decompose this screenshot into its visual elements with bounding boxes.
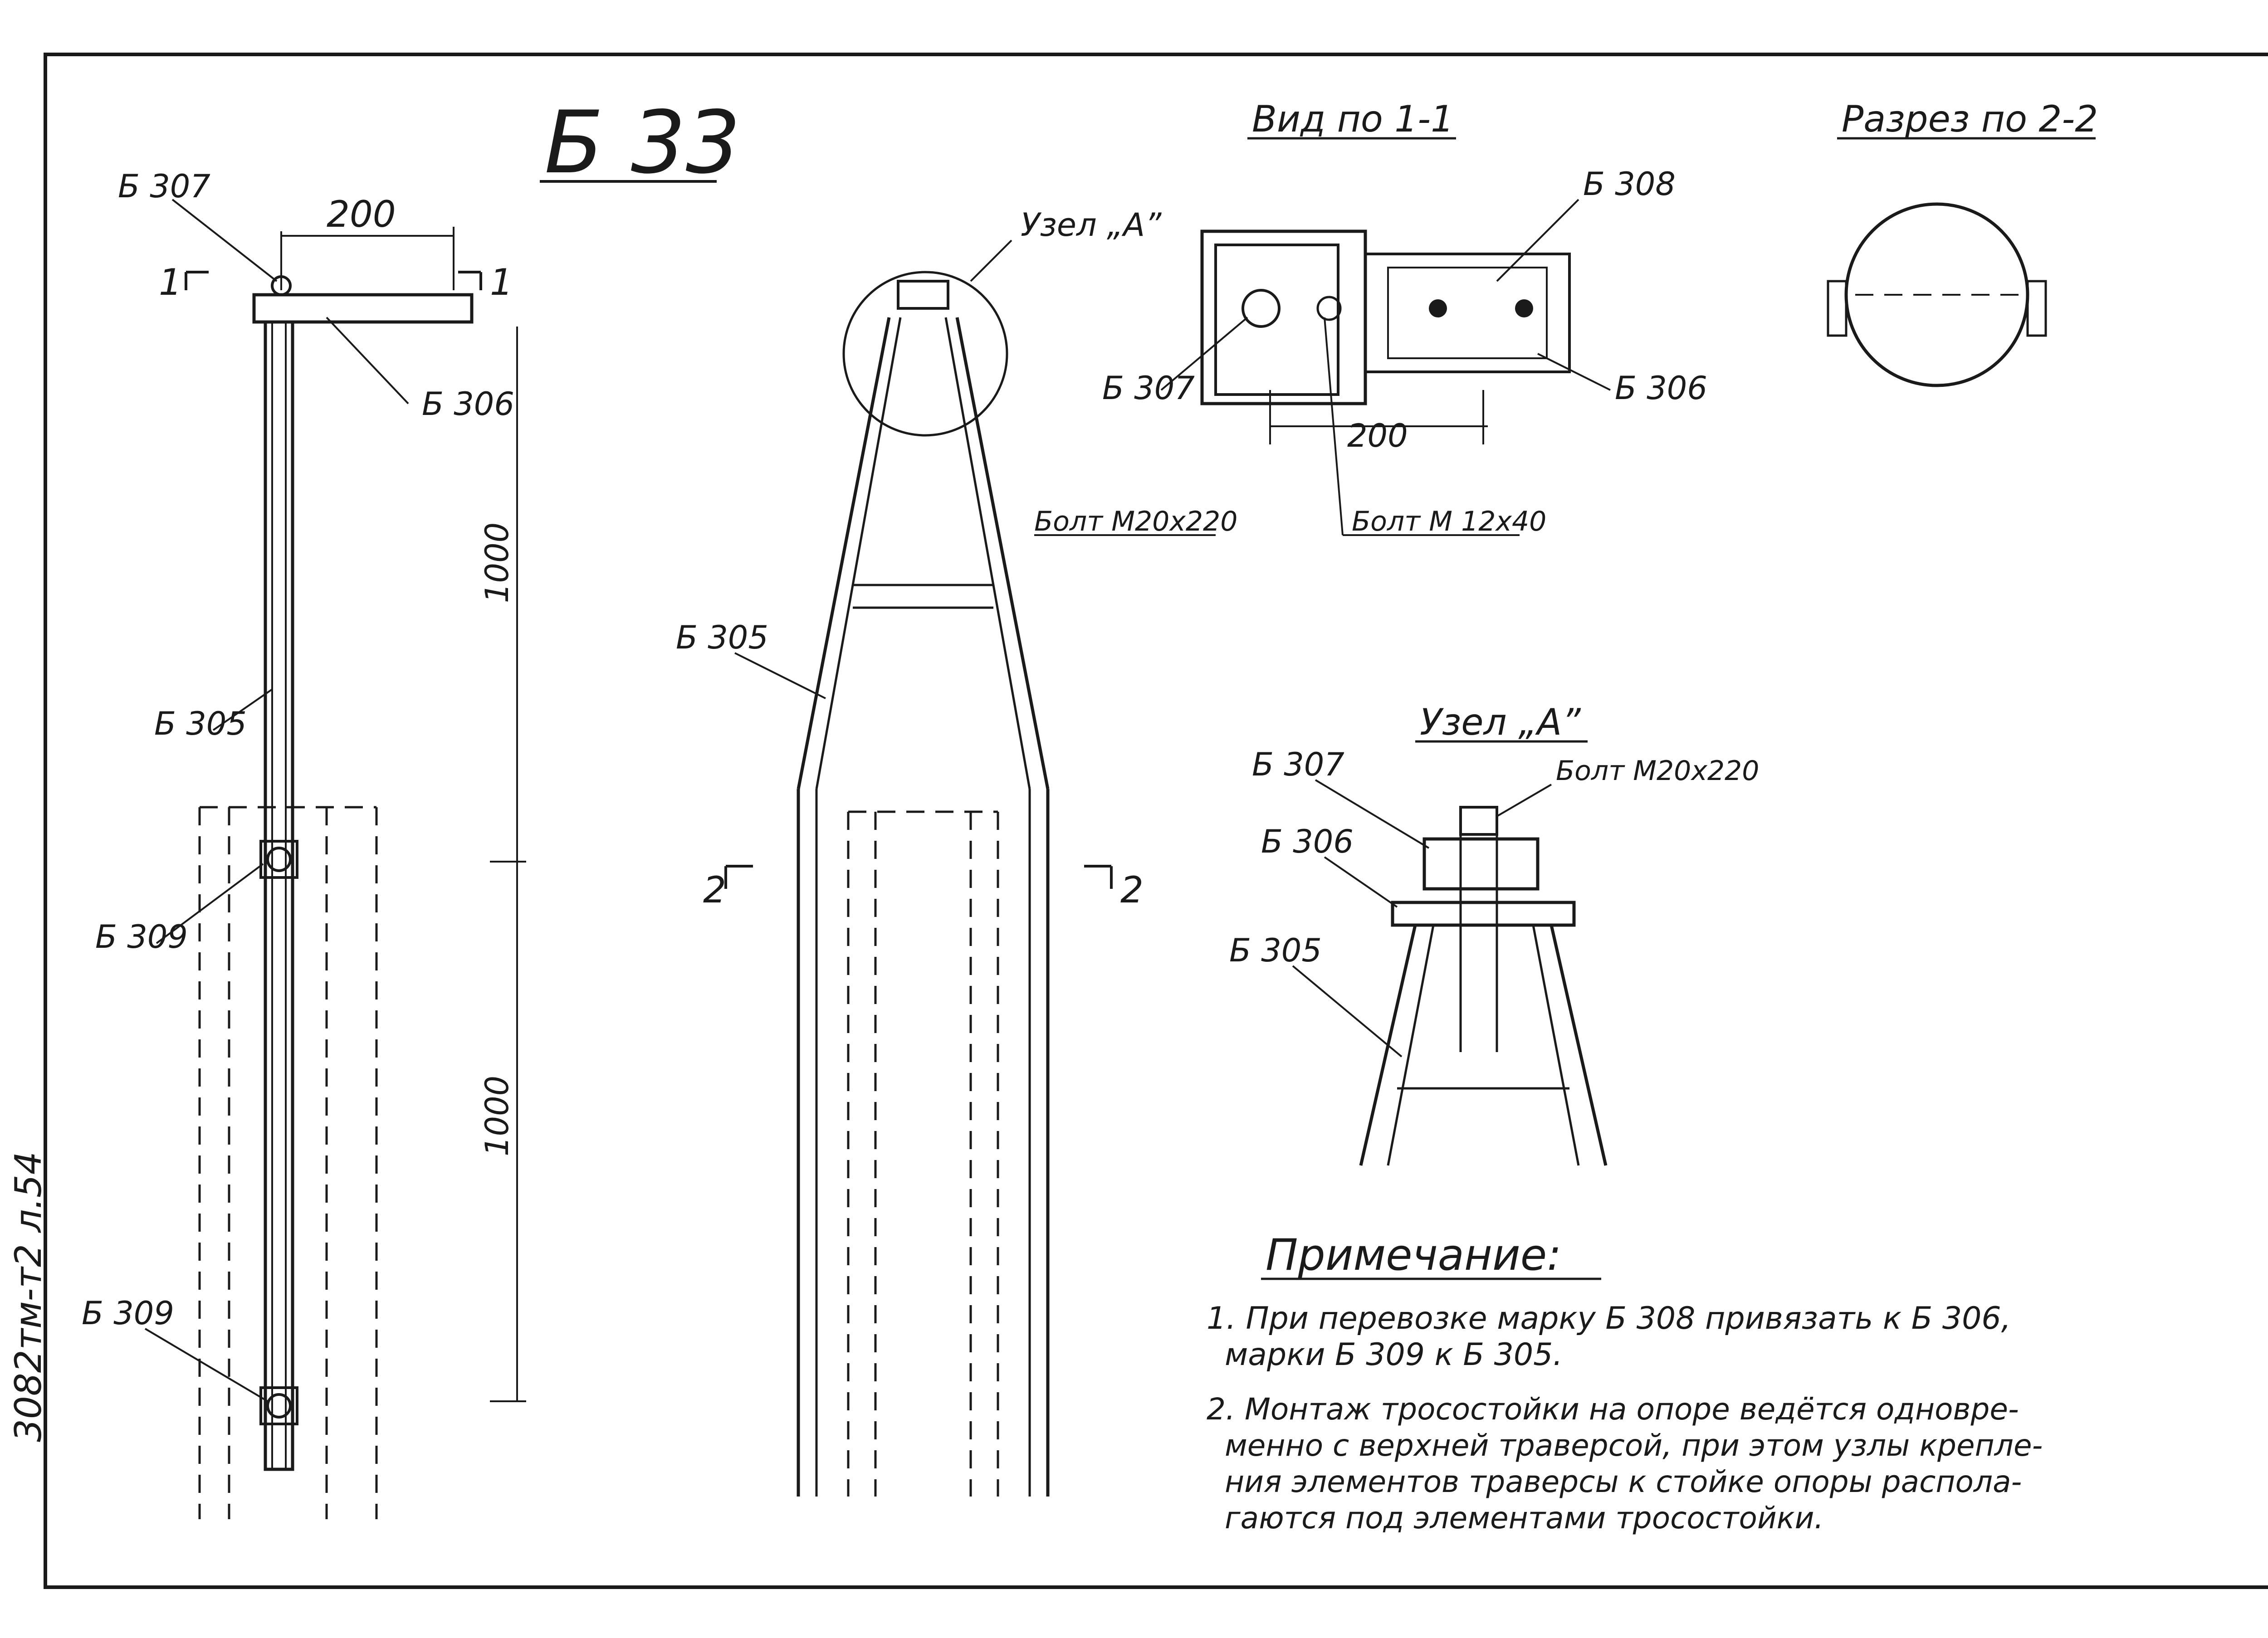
notes-n1-line2: марки Б 309 к Б 305.: [1225, 1337, 1563, 1373]
callouts-dim-200: 200: [1347, 417, 1408, 454]
sheet-border: [45, 54, 2268, 1587]
callouts-b305: Б 305: [676, 619, 768, 656]
drawing-title: Б 33: [544, 93, 741, 193]
callouts-b308: Б 308: [1583, 166, 1676, 203]
callouts-b307: Б 307: [118, 168, 210, 205]
callouts-b306: Б 306: [1261, 823, 1354, 860]
callouts-b309: Б 309: [95, 918, 188, 955]
notes-n2-line1: 2. Монтаж тросостойки на опоре ведётся одновре-: [1207, 1392, 2019, 1427]
callouts-b305: Б 305: [154, 705, 247, 742]
notes-n2-line2: менно с верхней траверсой, при этом узлы крепле-: [1225, 1428, 2043, 1463]
notes-n2-line4: гаются под элементами тросостойки.: [1225, 1501, 1824, 1536]
tower-front-view: [676, 206, 1162, 1497]
section-2-2: [1828, 98, 2098, 385]
callouts-bolt-m12: Болт М 12х40: [1352, 506, 1547, 537]
notes-n1-line1: 1. При перевозке марку Б 308 привязать к Б 306,: [1207, 1301, 2011, 1336]
callouts-b306: Б 306: [422, 385, 514, 423]
callouts-bolt-m20: Болт М20х220: [1034, 506, 1238, 537]
notes-n2-line3: ния элементов траверсы к стойке опоры распола-: [1225, 1464, 2022, 1499]
callouts-bolt-m20-node: Болт М20х220: [1556, 755, 1760, 787]
side-stamp: 3082тм-т2 л.54: [7, 1151, 49, 1442]
callouts-b307: Б 307: [1252, 746, 1344, 783]
callouts-b307: Б 307: [1102, 370, 1195, 407]
callouts-dim-200: 200: [327, 193, 396, 235]
callouts-b305: Б 305: [1229, 932, 1322, 969]
callouts-sec-1: 1: [490, 261, 513, 303]
callouts-sec-1: 1: [159, 261, 182, 303]
callouts-b309: Б 309: [82, 1295, 174, 1332]
views-node-a: Узел „А”: [1021, 206, 1162, 244]
views-view-1-1: Вид по 1-1: [1252, 98, 1454, 140]
callouts-sec-2: 2: [703, 869, 726, 911]
notes: [1207, 1230, 2043, 1536]
callouts-dim-1000: 1000: [479, 522, 516, 603]
callouts-dim-1000: 1000: [479, 1075, 516, 1156]
callouts-b306: Б 306: [1615, 370, 1707, 407]
callouts-sec-2: 2: [1120, 869, 1144, 911]
notes-title: Примечание:: [1266, 1230, 1562, 1280]
view-1-1: [1034, 98, 1707, 537]
node-a-detail: [1229, 701, 1759, 1165]
views-section-2-2: Разрез по 2-2: [1842, 98, 2098, 140]
views-node-a-label: Узел „А”: [1420, 701, 1581, 743]
column-side-view: [82, 168, 526, 1519]
